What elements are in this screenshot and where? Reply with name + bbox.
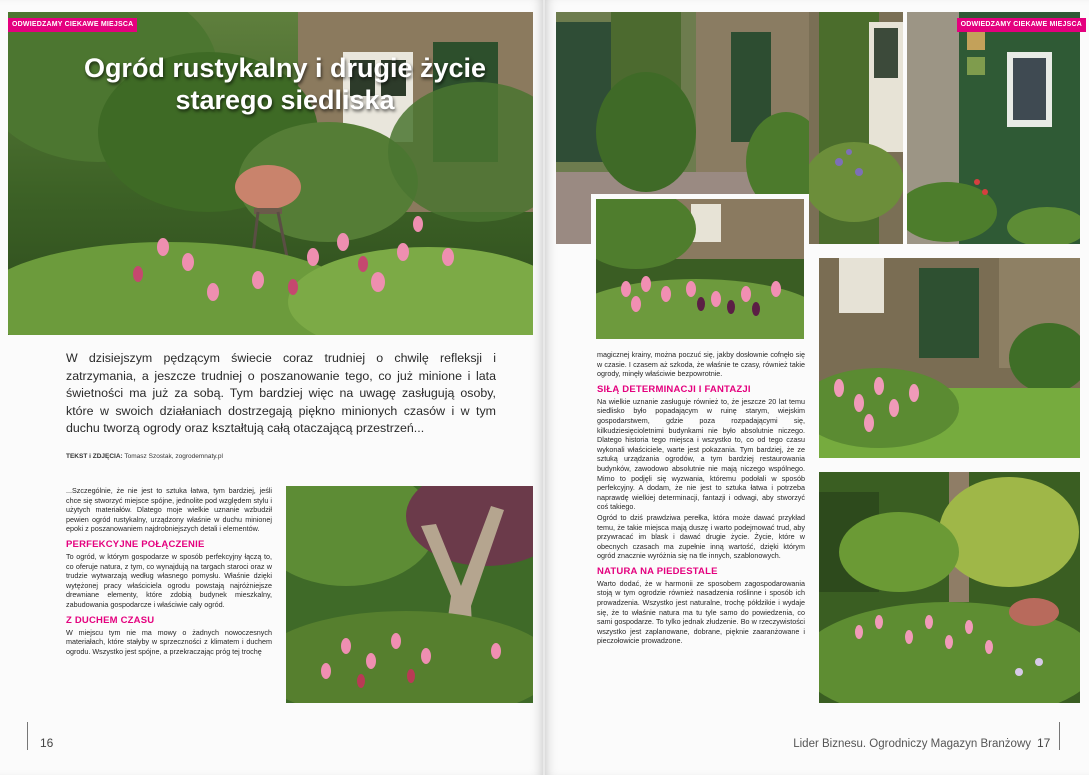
lead-paragraph: W dzisiejszym pędzącym świecie coraz trudniej o chwilę refleksji i zatrzymania, a jeszcze trudniej o poszanowanie tego, co już minione i lata świetności ma już za sobą. Tym bardziej więc na uwagę zasługują osoby, które w swoich działaniach dostrzegają piękno minionych czasów i w tym duchu tworzą ogrody oraz kształtują całą otaczającą przestrzeń... (66, 351, 496, 436)
heading-determinacji: SIŁĄ DETERMINACJI I FANTAZJI (597, 383, 751, 395)
heading-z-duchem-czasu: Z DUCHEM CZASU (66, 614, 155, 626)
left-page (0, 0, 543, 775)
credits-line (66, 453, 223, 460)
credits-label: TEKST i ZDJĘCIA: (66, 453, 123, 460)
tulip-bed-photo (591, 194, 809, 344)
credits-value: Tomasz Szostak, zogrodemnaty.pl (124, 453, 223, 460)
cottage-front-photo (819, 258, 1080, 458)
folio-divider (27, 722, 28, 750)
magazine-name: Lider Biznesu. Ogrodniczy Magazyn Branżowy (793, 738, 1031, 750)
tree-garden-photo (286, 486, 533, 703)
section-tag: ODWIEDZAMY CIEKAWE MIEJSCA (8, 18, 137, 32)
green-shutters-photo (907, 12, 1080, 244)
page-number-left: 16 (40, 736, 54, 750)
section-tag-right: ODWIEDZAMY CIEKAWE MIEJSCA (957, 18, 1086, 32)
intro-paragraph: ...Szczególnie, że nie jest to sztuka łatwa, tym bardziej, jeśli chce się stworzyć miejsce spójne, jednolite pod względem stylu i użytych materiałów. Dlatego moje wielkie uznanie wzbudził pewien ogród rustykalny, urządzony właśnie w duchu minionej epoki z poszanowaniem najdrobniejszych detali i elementów. (66, 486, 272, 534)
paragraph-continued: magicznej krainy, można poczuć się, jakby dosłownie cofnęło się w czasie. I czasem aż szkoda, że właśnie te czasy, również takie ogrody, minęły właściwie bezpowrotnie. (597, 350, 805, 379)
paragraph-3: Na wielkie uznanie zasługuje również to, że jeszcze 20 lat temu siedlisko było popadającym w ruinę starym, wiejskim gospodarstwem, gdzie poza rozpadającymi się, kilkudziesięcioletnimi budynkami nie było absolutnie niczego. Dlatego historia tego miejsca i wszystko to, co od tego czasu wykonali właściciele, warte jest pokazania. Tym bardziej, że ze sztuką urządzania ogrodów, a tym bardziej restaurowania budynków, zawodowo absolutnie nie mają niczego wspólnego. Mimo to podjęli się wyzwania, któremu podołali w sposób perfekcyjny. A dodam, że nie jest to sztuka łatwa i potrzeba naprawdę wielkiej determinacji, fantazji i odwagi, aby stworzyć coś takiego. (597, 396, 805, 512)
right-page (545, 0, 1089, 775)
heading-perfekcyjne: PERFEKCYJNE POŁĄCZENIE (66, 538, 205, 550)
paragraph-5: Warto dodać, że w harmonii ze sposobem zagospodarowania stoją w tym ogrodzie również nasadzenia roślinne i sposób ich prowadzenia. Wszystko jest naturalne, trochę półdzikie i wydaje się, że to właśnie natura ma tu tyle samo do powiedzenia, co sami gospodarze. To tylko jednak złudzenie. Bo w rzeczywistości wszystko jest zaplanowane, dobrane, pięknie zaaranżowane i pieczołowicie prowadzone. (597, 578, 805, 646)
ivy-window-photo (809, 12, 903, 244)
garden-path-photo (819, 472, 1080, 703)
paragraph-1: To ogród, w którym gospodarze w sposób perfekcyjny łączą to, co oferuje natura, z tym, co wynajdują na targach staroci oraz w trudzie wytwarzają według własnego pomysłu. Właśnie dzięki wytężonej pracy właściciela ogrodu powstają najróżniejsze drewniane elementy, które zdobią budynek mieszkalny, zabudowania gospodarcze i właściwie cały ogród. (66, 551, 272, 609)
text-column-right (597, 350, 805, 647)
folio-divider-right (1059, 722, 1060, 750)
heading-natura: NATURA NA PIEDESTALE (597, 565, 718, 577)
page-number-right: 17 (1037, 736, 1051, 750)
text-column-left (66, 486, 272, 657)
article-title: Ogród rustykalny i drugie życie starego siedliska (83, 53, 487, 115)
paragraph-2: W miejscu tym nie ma mowy o żadnych nowoczesnych materiałach, które stałyby w sprzeczności z klimatem i duchem ogrodu. Wszystko jest spójne, a przekraczając próg tej trochę (66, 627, 272, 656)
paragraph-4: Ogród to dziś prawdziwa perełka, która może dawać przykład temu, że takie miejsca mają duszę i warto podejmować trud, aby przywracać im blask i dawać drugie życie. Życie, które w obecnych czasach ma zupełnie inną wartość, dzięki którym ogród znacznie wyróżnia się na tle innych, szablonowych. (597, 512, 805, 561)
